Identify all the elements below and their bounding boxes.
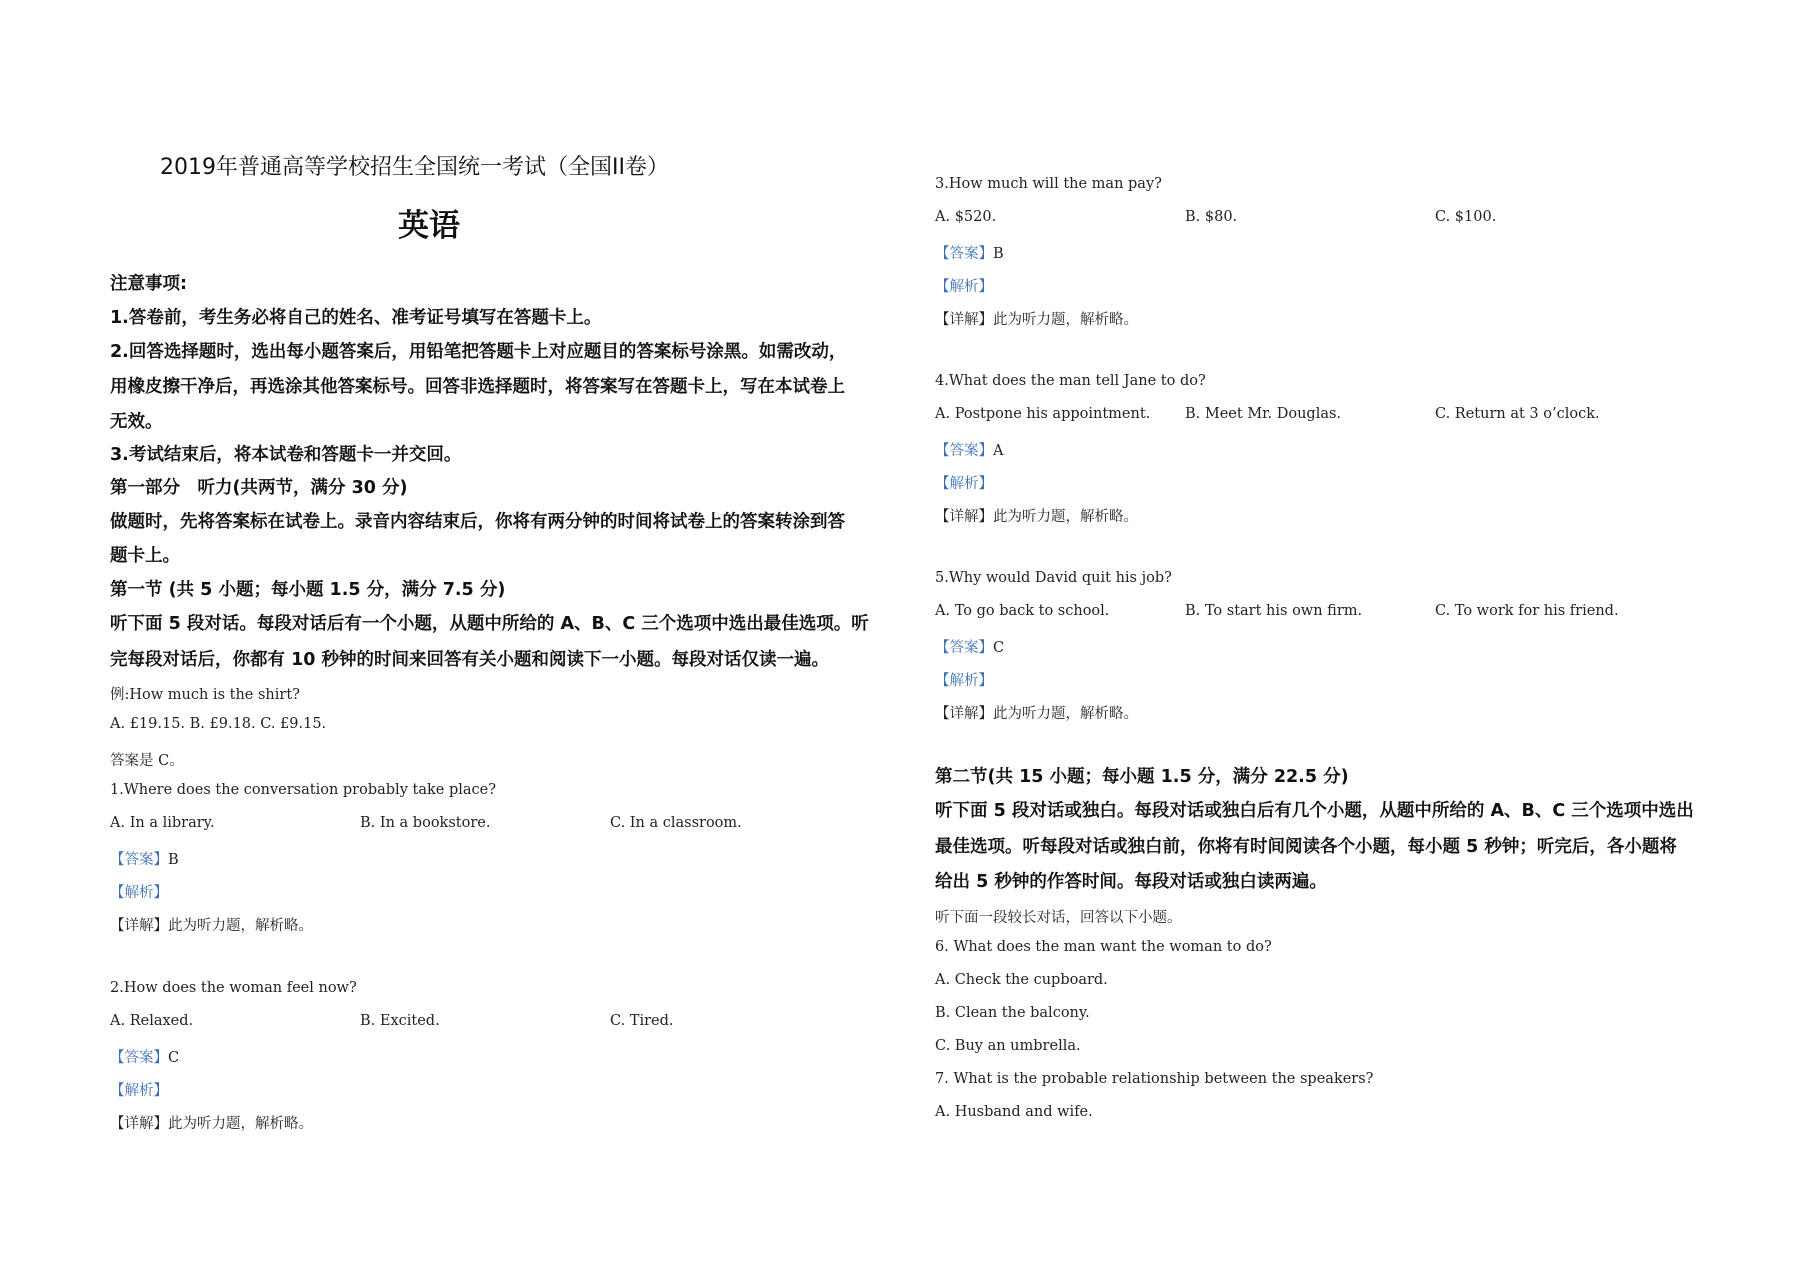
section1-instr-b: 完每段对话后，你都有 10 秒钟的时间来回答有关小题和阅读下一小题。每段对话仅读一遍。 [110,650,830,670]
q2-option-a: A. Relaxed. [110,1013,194,1029]
exam-title: 2019年普通高等学校招生全国统一考试（全国II卷） [160,155,669,180]
section2-instr-c: 给出 5 秒钟的作答时间。每段对话或独白读两遍。 [935,872,1327,892]
part1-title: 第一部分 听力(共两节，满分 30 分) [110,478,408,498]
q5-text: 5.Why would David quit his job? [935,570,1172,586]
q4-answer [935,439,1003,460]
section2-instr-b: 最佳选项。听每段对话或独白前，你将有时间阅读各个小题，每小题 5 秒钟；听完后，各小题将 [935,837,1677,857]
q3-option-b: B. $80. [1185,209,1238,225]
q6-option-b: B. Clean the balcony. [935,1005,1090,1021]
detail-text: 此为听力题，解析略。 [993,706,1138,722]
q3-analysis [935,275,993,296]
example-question: 例:How much is the shirt? [110,687,300,703]
analysis-tag: 【解析】 [935,673,993,689]
q1-option-b: B. In a bookstore. [360,815,491,831]
q3-option-a: A. $520. [935,209,997,225]
q3-detail [935,308,1138,329]
q6-option-c: C. Buy an umbrella. [935,1038,1081,1054]
q4-analysis [935,472,993,493]
q6-option-a: A. Check the cupboard. [935,972,1108,988]
section2-instr-a: 听下面 5 段对话或独白。每段对话或独白后有几个小题，从题中所给的 A、B、C 三个选项中选出 [935,801,1694,821]
note-1: 1.答卷前，考生务必将自己的姓名、准考证号填写在答题卡上。 [110,308,602,328]
analysis-tag: 【解析】 [935,279,993,295]
q2-answer [110,1046,179,1067]
q4-answer-value: A [993,443,1004,459]
q2-option-b: B. Excited. [360,1013,440,1029]
detail-text: 此为听力题，解析略。 [168,1116,313,1132]
q5-option-c: C. To work for his friend. [1435,603,1619,619]
subject-title: 英语 [398,208,460,244]
detail-text: 此为听力题，解析略。 [993,509,1138,525]
q1-analysis [110,881,168,902]
q4-detail [935,505,1138,526]
q5-detail [935,702,1138,723]
q7-text: 7. What is the probable relationship between the speakers? [935,1071,1374,1087]
section2-lead: 听下面一段较长对话，回答以下小题。 [935,910,1182,926]
q3-option-c: C. $100. [1435,209,1497,225]
q1-answer [110,848,179,869]
note-2b: 用橡皮擦干净后，再选涂其他答案标号。回答非选择题时，将答案写在答题卡上，写在本试卷上 [110,377,845,397]
analysis-tag: 【解析】 [110,1083,168,1099]
q1-detail [110,914,313,935]
q6-text: 6. What does the man want the woman to do? [935,939,1272,955]
answer-tag: 【答案】 [935,640,993,656]
answer-tag: 【答案】 [110,852,168,868]
q4-text: 4.What does the man tell Jane to do? [935,373,1206,389]
q5-answer-value: C [993,640,1005,656]
notes-heading: 注意事项: [110,274,187,294]
part1-intro-a: 做题时，先将答案标在试卷上。录音内容结束后，你将有两分钟的时间将试卷上的答案转涂到答 [110,512,845,532]
q1-option-a: A. In a library. [110,815,215,831]
analysis-tag: 【解析】 [110,885,168,901]
section1-instr-a: 听下面 5 段对话。每段对话后有一个小题，从题中所给的 A、B、C 三个选项中选出最佳选项。听 [110,614,869,634]
q1-answer-value: B [168,852,179,868]
q2-option-c: C. Tired. [610,1013,674,1029]
q1-text: 1.Where does the conversation probably take place? [110,782,496,798]
detail-tag: 【详解】 [935,509,993,525]
detail-text: 此为听力题，解析略。 [993,312,1138,328]
q5-option-b: B. To start his own firm. [1185,603,1363,619]
q2-text: 2.How does the woman feel now? [110,980,357,996]
q2-detail [110,1112,313,1133]
note-2a: 2.回答选择题时，选出每小题答案后，用铅笔把答题卡上对应题目的答案标号涂黑。如需改动， [110,342,847,362]
q4-option-a: A. Postpone his appointment. [935,406,1151,422]
example-options: A. £19.15. B. £9.18. C. £9.15. [110,716,327,732]
q2-answer-value: C [168,1050,180,1066]
q5-analysis [935,669,993,690]
answer-tag: 【答案】 [935,443,993,459]
analysis-tag: 【解析】 [935,476,993,492]
detail-tag: 【详解】 [935,312,993,328]
example-answer: 答案是 C。 [110,753,184,769]
q3-text: 3.How much will the man pay? [935,176,1162,192]
note-2c: 无效。 [110,412,163,432]
q2-analysis [110,1079,168,1100]
detail-tag: 【详解】 [110,1116,168,1132]
part1-intro-b: 题卡上。 [110,546,180,566]
section2-title: 第二节(共 15 小题；每小题 1.5 分，满分 22.5 分) [935,767,1349,787]
q5-option-a: A. To go back to school. [935,603,1110,619]
q3-answer [935,242,1004,263]
detail-tag: 【详解】 [935,706,993,722]
q4-option-b: B. Meet Mr. Douglas. [1185,406,1342,422]
section1-title: 第一节 (共 5 小题；每小题 1.5 分，满分 7.5 分) [110,580,506,600]
q1-option-c: C. In a classroom. [610,815,742,831]
detail-tag: 【详解】 [110,918,168,934]
q7-option-a: A. Husband and wife. [935,1104,1093,1120]
answer-tag: 【答案】 [935,246,993,262]
q5-answer [935,636,1004,657]
detail-text: 此为听力题，解析略。 [168,918,313,934]
answer-tag: 【答案】 [110,1050,168,1066]
note-3: 3.考试结束后，将本试卷和答题卡一并交回。 [110,445,462,465]
q3-answer-value: B [993,246,1004,262]
q4-option-c: C. Return at 3 o’clock. [1435,406,1600,422]
